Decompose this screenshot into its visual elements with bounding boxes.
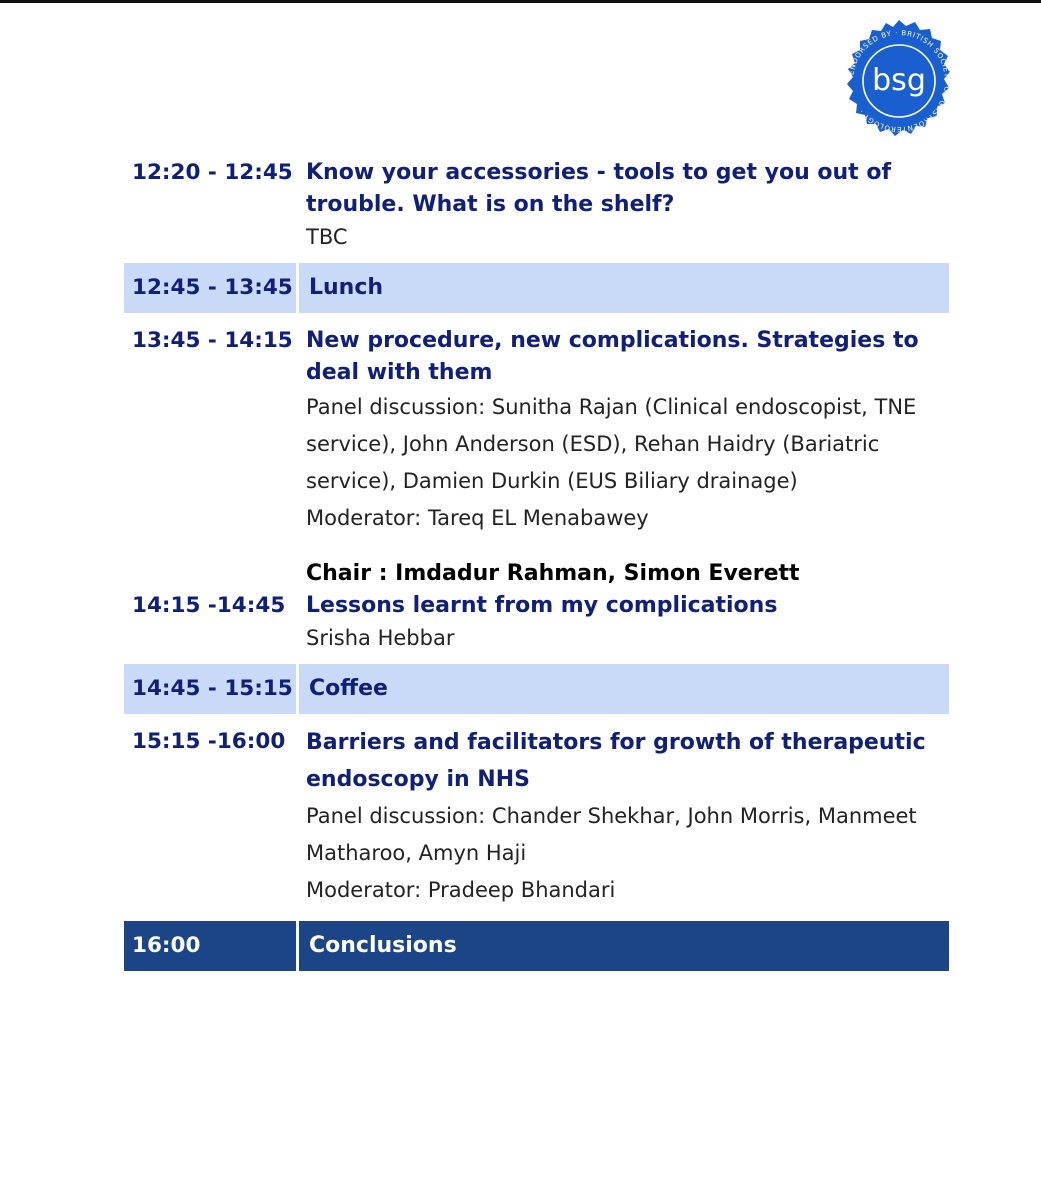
session-time: 14:15 -14:45 [132, 593, 286, 618]
session-title: Coffee [309, 676, 388, 701]
agenda-row [124, 724, 949, 909]
badge-ring-text: ENDORSED BY · BRITISH SOCIETY OF GASTROENTEROLOGY · [847, 28, 952, 134]
agenda-row-closing [124, 921, 949, 971]
session-title: Conclusions [309, 933, 457, 958]
agenda-row [124, 558, 949, 654]
session-title: Know your accessories - tools to get you out of trouble. What is on the shelf? [306, 160, 892, 217]
session-title: Barriers and facilitators for growth of therapeutic endoscopy in NHS [306, 730, 926, 792]
agenda-row-break [124, 664, 949, 714]
session-speaker: Srisha Hebbar [306, 626, 455, 650]
session-time: 13:45 - 14:15 [132, 328, 293, 353]
session-time: 16:00 [124, 921, 296, 971]
top-border [0, 0, 1041, 3]
agenda-row [124, 325, 949, 537]
session-moderator: Moderator: Pradeep Bhandari [306, 878, 616, 902]
agenda-row [124, 157, 949, 253]
session-time: 12:45 - 13:45 [124, 263, 296, 313]
agenda-row-break [124, 263, 949, 313]
session-panel: Panel discussion: Chander Shekhar, John Morris, Manmeet Matharoo, Amyn Haji [306, 804, 917, 865]
session-time: 15:15 -16:00 [132, 729, 286, 754]
session-time: 12:20 - 12:45 [132, 160, 293, 185]
session-title: New procedure, new complications. Strategies to deal with them [306, 328, 919, 385]
bsg-endorsement-badge [836, 18, 962, 144]
badge-logo-text: bsg [872, 63, 926, 98]
session-panel: Panel discussion: Sunitha Rajan (Clinical endoscopist, TNE service), John Anderson (ESD), Rehan Haidry (Bariatric service), Damien Durkin (EUS Biliary drainage) [306, 395, 917, 493]
session-time: 14:45 - 15:15 [124, 664, 296, 714]
session-moderator: Moderator: Tareq EL Menabawey [306, 506, 649, 530]
session-title: Lessons learnt from my complications [306, 593, 778, 618]
session-speaker: TBC [306, 225, 348, 249]
session-chair: Chair : Imdadur Rahman, Simon Everett [306, 561, 800, 586]
session-title: Lunch [309, 275, 384, 300]
